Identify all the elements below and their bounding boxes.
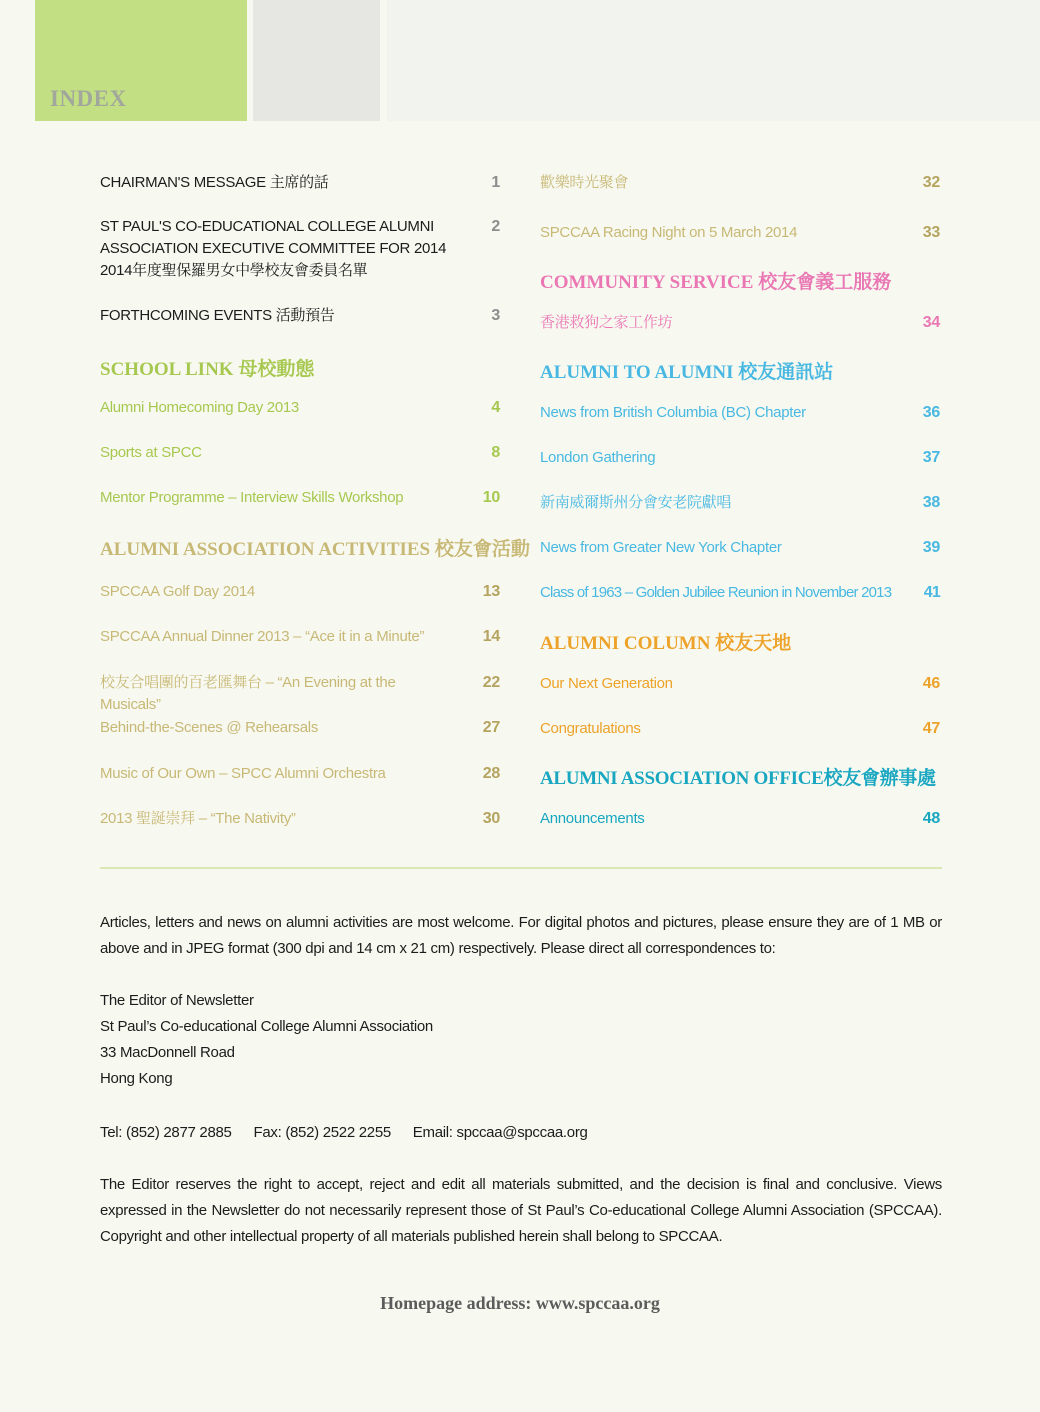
entry-page: 46 — [922, 675, 940, 692]
entry-page: 14 — [482, 628, 500, 645]
index-entry[interactable] — [540, 492, 940, 514]
entry-page: 22 — [482, 674, 500, 691]
index-entry[interactable] — [100, 305, 500, 327]
entry-page: 41 — [923, 584, 940, 601]
contact-line — [100, 1120, 942, 1146]
entry-title: 新南威爾斯州分會安老院獻唱 — [540, 494, 732, 511]
entry-title: 香港救狗之家工作坊 — [540, 314, 673, 331]
entry-page: 39 — [922, 539, 940, 556]
index-entry[interactable] — [540, 582, 940, 604]
entry-title: SPCCAA Racing Night on 5 March 2014 — [540, 224, 798, 241]
entry-page: 2 — [491, 218, 500, 235]
entry-title: Our Next Generation — [540, 675, 673, 692]
email-link[interactable]: Email: spccaa@spccaa.org — [412, 1124, 588, 1141]
entry-title: News from British Columbia (BC) Chapter — [540, 404, 806, 421]
entry-title: ST PAUL'S CO-EDUCATIONAL COLLEGE ALUMNI ASSOCIATION EXECUTIVE COMMITTEE FOR 2014 2014年度聖保羅男女中學校友會委員名單 — [100, 218, 447, 279]
index-entry[interactable] — [540, 447, 940, 469]
index-entry[interactable] — [100, 672, 500, 716]
disclaimer: The Editor reserves the right to accept, reject and edit all materials submitted, and the decision is final and conclusive. Views expressed in the Newsletter do not necessarily represent those of St Paul’s Co-educational College Alumni Association (SPCCAA). Copyright and other intellectual property of all materials published herein shall belong to SPCCAA. — [100, 1176, 942, 1245]
index-entry[interactable] — [540, 718, 940, 740]
tel-text: Tel: (852) 2877 2885 — [100, 1124, 232, 1141]
section-heading-office: ALUMNI ASSOCIATION OFFICE校友會辦事處 — [540, 768, 936, 789]
entry-page: 13 — [482, 583, 500, 600]
index-entry[interactable] — [540, 222, 940, 244]
index-entry[interactable] — [100, 626, 500, 648]
editor-address — [100, 988, 942, 1092]
index-entry[interactable] — [100, 442, 500, 464]
index-entry[interactable] — [100, 487, 500, 509]
index-entry[interactable] — [540, 673, 940, 695]
entry-title: Sports at SPCC — [100, 444, 202, 461]
section-heading-community: COMMUNITY SERVICE 校友會義工服務 — [540, 272, 892, 293]
entry-title: News from Greater New York Chapter — [540, 539, 782, 556]
entry-title: Alumni Homecoming Day 2013 — [100, 399, 299, 416]
entry-page: 28 — [482, 765, 500, 782]
entry-page: 30 — [482, 810, 500, 827]
entry-page: 4 — [491, 399, 500, 416]
entry-title: SPCCAA Annual Dinner 2013 – “Ace it in a Minute” — [100, 628, 425, 645]
index-entry[interactable] — [540, 808, 940, 830]
section-heading-alumni-to-alumni: ALUMNI TO ALUMNI 校友通訊站 — [540, 362, 834, 383]
index-entry[interactable] — [100, 808, 500, 830]
entry-title: Behind-the-Scenes @ Rehearsals — [100, 719, 319, 736]
entry-page: 27 — [482, 719, 500, 736]
index-entry[interactable] — [540, 312, 940, 334]
header-grey-block — [253, 0, 380, 121]
entry-page: 1 — [491, 174, 500, 191]
entry-title: SPCCAA Golf Day 2014 — [100, 583, 255, 600]
entry-page: 10 — [482, 489, 500, 506]
index-entry[interactable] — [540, 402, 940, 424]
section-heading-activities: ALUMNI ASSOCIATION ACTIVITIES 校友會活動 — [100, 539, 530, 560]
header-light-block — [387, 0, 1040, 121]
index-entry[interactable] — [540, 537, 940, 559]
entry-title: CHAIRMAN'S MESSAGE 主席的話 — [100, 174, 329, 191]
entry-page: 38 — [922, 494, 940, 511]
entry-page: 32 — [922, 174, 940, 191]
index-entry[interactable] — [100, 763, 500, 785]
fax-text: Fax: (852) 2522 2255 — [253, 1124, 391, 1141]
index-entry[interactable] — [100, 172, 500, 194]
index-entry[interactable] — [100, 397, 500, 419]
entry-title: Class of 1963 – Golden Jubilee Reunion in November 2013 — [540, 584, 892, 601]
entry-page: 47 — [922, 720, 940, 737]
homepage-address[interactable]: Homepage address: www.spccaa.org — [380, 1293, 660, 1313]
entry-page: 36 — [922, 404, 940, 421]
entry-title: FORTHCOMING EVENTS 活動預告 — [100, 307, 335, 324]
index-entry[interactable] — [100, 581, 500, 603]
entry-title: 歡樂時光聚會 — [540, 174, 629, 191]
address-line: 33 MacDonnell Road — [100, 1044, 235, 1061]
entry-title: London Gathering — [540, 449, 656, 466]
entry-page: 37 — [922, 449, 940, 466]
page-title: INDEX — [50, 86, 127, 111]
address-line: St Paul’s Co-educational College Alumni Association — [100, 1018, 433, 1035]
entry-page: 34 — [922, 314, 940, 331]
entry-title: Announcements — [540, 810, 645, 827]
entry-title: 校友合唱團的百老匯舞台 – “An Evening at the Musicals” — [100, 674, 396, 713]
entry-page: 3 — [491, 307, 500, 324]
index-entry[interactable] — [100, 717, 500, 739]
index-entry[interactable] — [540, 172, 940, 194]
entry-title: Congratulations — [540, 720, 641, 737]
divider — [100, 867, 942, 869]
address-line: Hong Kong — [100, 1070, 173, 1087]
entry-page: 8 — [491, 444, 500, 461]
entry-title: Music of Our Own – SPCC Alumni Orchestra — [100, 765, 386, 782]
entry-page: 48 — [922, 810, 940, 827]
index-entry[interactable] — [100, 216, 500, 282]
submission-intro: Articles, letters and news on alumni activities are most welcome. For digital photos and pictures, please ensure they are of 1 MB or above and in JPEG format (300 dpi and 14 cm x 21 cm) respectively. Please direct all correspondences to: — [100, 914, 942, 957]
section-heading-alumni-column: ALUMNI COLUMN 校友天地 — [540, 633, 792, 654]
section-heading-school-link: SCHOOL LINK 母校動態 — [100, 359, 315, 380]
entry-title: Mentor Programme – Interview Skills Workshop — [100, 489, 404, 506]
entry-page: 33 — [922, 224, 940, 241]
address-line: The Editor of Newsletter — [100, 992, 254, 1009]
entry-title: 2013 聖誕崇拜 – “The Nativity” — [100, 810, 296, 827]
